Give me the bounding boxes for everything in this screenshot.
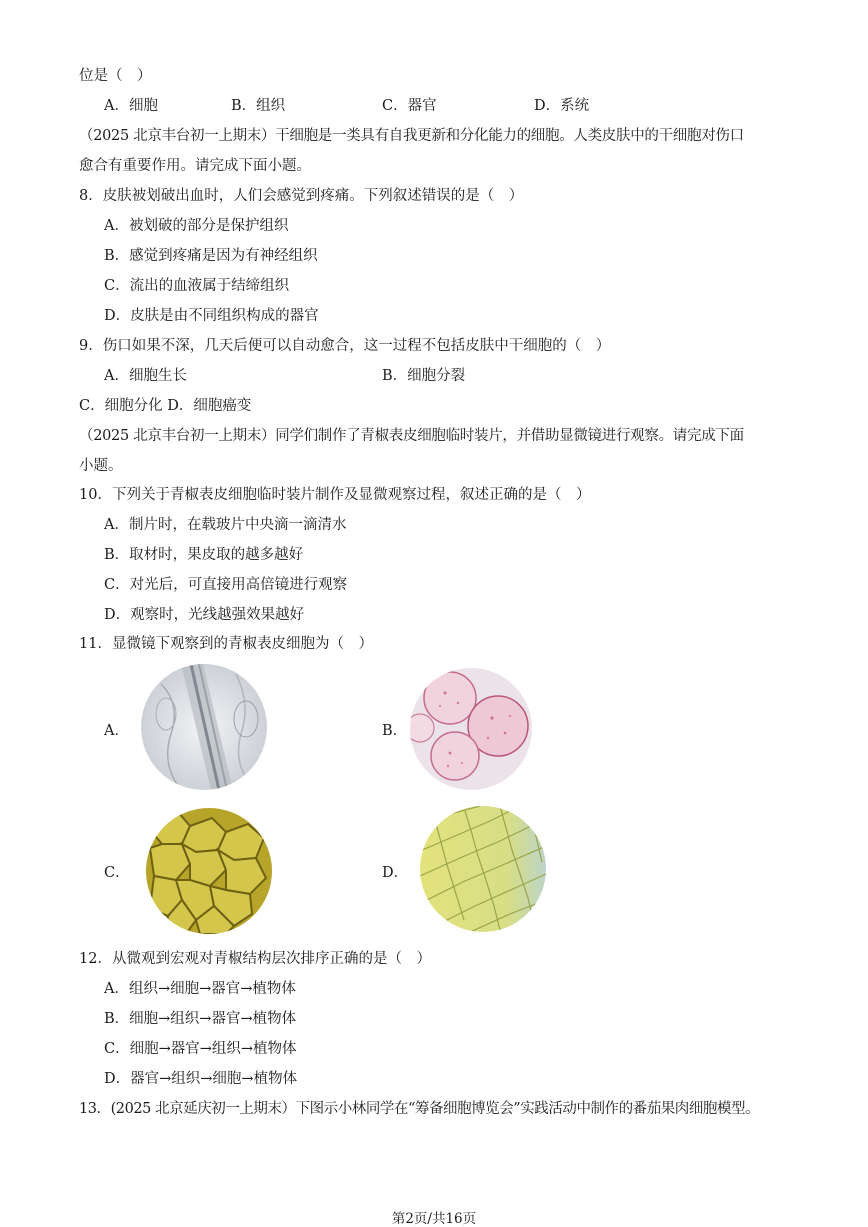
- q7-option-a: A．细胞: [104, 98, 158, 114]
- q9-option-cd: C．细胞分化 D．细胞癌变: [79, 398, 252, 414]
- q11-option-a-label: A．: [104, 723, 129, 739]
- q7-option-d: D．系统: [534, 98, 590, 114]
- q11-option-b-label: B．: [382, 723, 408, 739]
- intro1-line2: 愈合有重要作用。请完成下面小题。: [79, 158, 311, 174]
- q12-option-d: D．器官→组织→细胞→植物体: [104, 1071, 298, 1087]
- q9-option-a: A．细胞生长: [104, 368, 187, 384]
- q11-option-d-micrograph: [420, 806, 546, 932]
- q12-option-a: A．组织→细胞→器官→植物体: [104, 981, 296, 997]
- q10-option-c: C．对光后，可直接用高倍镜进行观察: [104, 577, 348, 593]
- q10-option-d: D．观察时，光线越强效果越好: [104, 607, 305, 623]
- q11-option-c-micrograph: [146, 808, 272, 934]
- q12-stem: 12．从微观到宏观对青椒结构层次排序正确的是（ ）: [79, 951, 431, 967]
- q12-option-b: B．细胞→组织→器官→植物体: [104, 1011, 297, 1027]
- q7-stem-tail: 位是（ ）: [79, 68, 152, 84]
- q11-option-d-label: D．: [382, 865, 409, 881]
- q8-option-d: D．皮肤是由不同组织构成的器官: [104, 308, 319, 324]
- q12-option-c: C．细胞→器官→组织→植物体: [104, 1041, 297, 1057]
- q10-option-a: A．制片时，在载玻片中央滴一滴清水: [104, 517, 347, 533]
- q11-option-a-micrograph: [141, 664, 267, 790]
- q8-option-b: B．感觉到疼痛是因为有神经组织: [104, 248, 318, 264]
- q9-option-b: B．细胞分裂: [382, 368, 466, 384]
- q7-option-c: C．器官: [382, 98, 437, 114]
- q11-option-c-label: C．: [104, 865, 130, 881]
- intro2-line2: 小题。: [79, 458, 123, 474]
- q11-stem: 11．显微镜下观察到的青椒表皮细胞为（ ）: [79, 636, 373, 652]
- q11-option-b-micrograph: [410, 668, 532, 790]
- q10-option-b: B．取材时，果皮取的越多越好: [104, 547, 304, 563]
- intro1-line1: （2025 北京丰台初一上期末）干细胞是一类具有自我更新和分化能力的细胞。人类皮肤中的干细胞对伤口: [79, 128, 744, 144]
- q8-option-a: A．被划破的部分是保护组织: [104, 218, 289, 234]
- q7-option-b: B．组织: [231, 98, 286, 114]
- q13-stem: 13．(2025 北京延庆初一上期末）下图示小林同学在“筹备细胞博览会”实践活动中制作的番茄果肉细胞模型。: [79, 1101, 760, 1117]
- q9-stem: 9．伤口如果不深，几天后便可以自动愈合，这一过程不包括皮肤中干细胞的（ ）: [79, 338, 611, 354]
- q8-stem: 8．皮肤被划破出血时，人们会感觉到疼痛。下列叙述错误的是（ ）: [79, 188, 524, 204]
- q10-stem: 10．下列关于青椒表皮细胞临时装片制作及显微观察过程，叙述正确的是（ ）: [79, 487, 591, 503]
- intro2-line1: （2025 北京丰台初一上期末）同学们制作了青椒表皮细胞临时装片，并借助显微镜进行观察。请完成下面: [79, 428, 744, 444]
- q8-option-c: C．流出的血液属于结缔组织: [104, 278, 290, 294]
- page-number: 第2页/共16页: [391, 1211, 477, 1227]
